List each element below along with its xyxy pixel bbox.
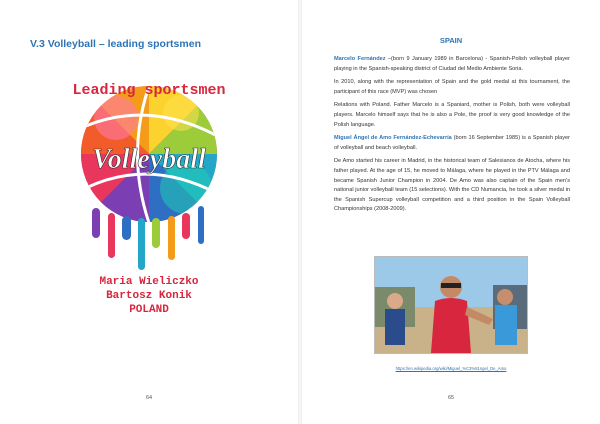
paragraph-3 — [334, 101, 570, 130]
athlete-name-marcelo: Marcelo Fernández — [334, 56, 386, 62]
volleyball-cover-image — [56, 58, 242, 322]
cover-title: Leading sportsmen — [72, 82, 226, 99]
cover-ball-text: Volleyball — [92, 144, 206, 175]
source-link[interactable]: https://en.wikipedia.org/wiki/Miguel_%C3%81ngel_De_Amo — [395, 366, 507, 371]
paragraph-2-text: In 2010, along with the representation of Spain and the gold medal at this tournament, the participant of this race (MVP) was chosen — [334, 79, 570, 95]
page-number-right: 65 — [447, 395, 455, 401]
paragraph-4-text: (born 16 September 1985) is a Spanish player of volleyball and beach volleyball. — [334, 135, 570, 151]
cover-author-1: Maria Wieliczko — [99, 276, 199, 288]
cover-country: POLAND — [129, 304, 169, 316]
paragraph-2 — [334, 78, 570, 97]
paragraph-5 — [334, 157, 570, 215]
athlete-name-miguel: Miguel Ángel de Amo Fernández-Echevarría — [334, 135, 452, 142]
left-page — [0, 0, 298, 424]
paragraph-4 — [334, 134, 570, 153]
paragraph-1-text: –(born 9 January 1989 in Barcelona) - Spanish-Polish volleyball player playing in the Spanish-speaking district of Ciudad del Medio Ambiente Soria. — [334, 56, 571, 72]
paragraph-5-text: De Amo started his career in Madrid, in the historical team of Salesianos de Atocha, where his father played. At the age of 15, he moved to Málaga, where he played in the PTV Málaga and became Spanish Junior Champion in 2004. De Amo was also captain of the Spain men's national junior volleyball team (15 selections). With the CD Numancia, he took a silver medal in the Spanish Supercup volleyball competition and a third position in the Spain Volleyball Championships (2008-2009). — [334, 158, 570, 213]
right-page — [302, 0, 600, 424]
section-heading: V.3 Volleyball – leading sportsmen — [30, 38, 201, 50]
paragraph-3-text: Relations with Poland. Father Marcelo is a Spaniard, mother is Polish, both were volleyball players. Marcelo himself says that he is also a Pole, the proof is very good knowledge of the Polish language. — [334, 102, 570, 128]
cover-author-2: Bartosz Konik — [106, 290, 192, 302]
paragraph-1 — [334, 55, 570, 74]
body-text — [334, 55, 570, 219]
player-photo-icon — [374, 256, 528, 354]
country-heading: SPAIN — [439, 36, 463, 45]
page-number-left: 64 — [145, 395, 153, 401]
